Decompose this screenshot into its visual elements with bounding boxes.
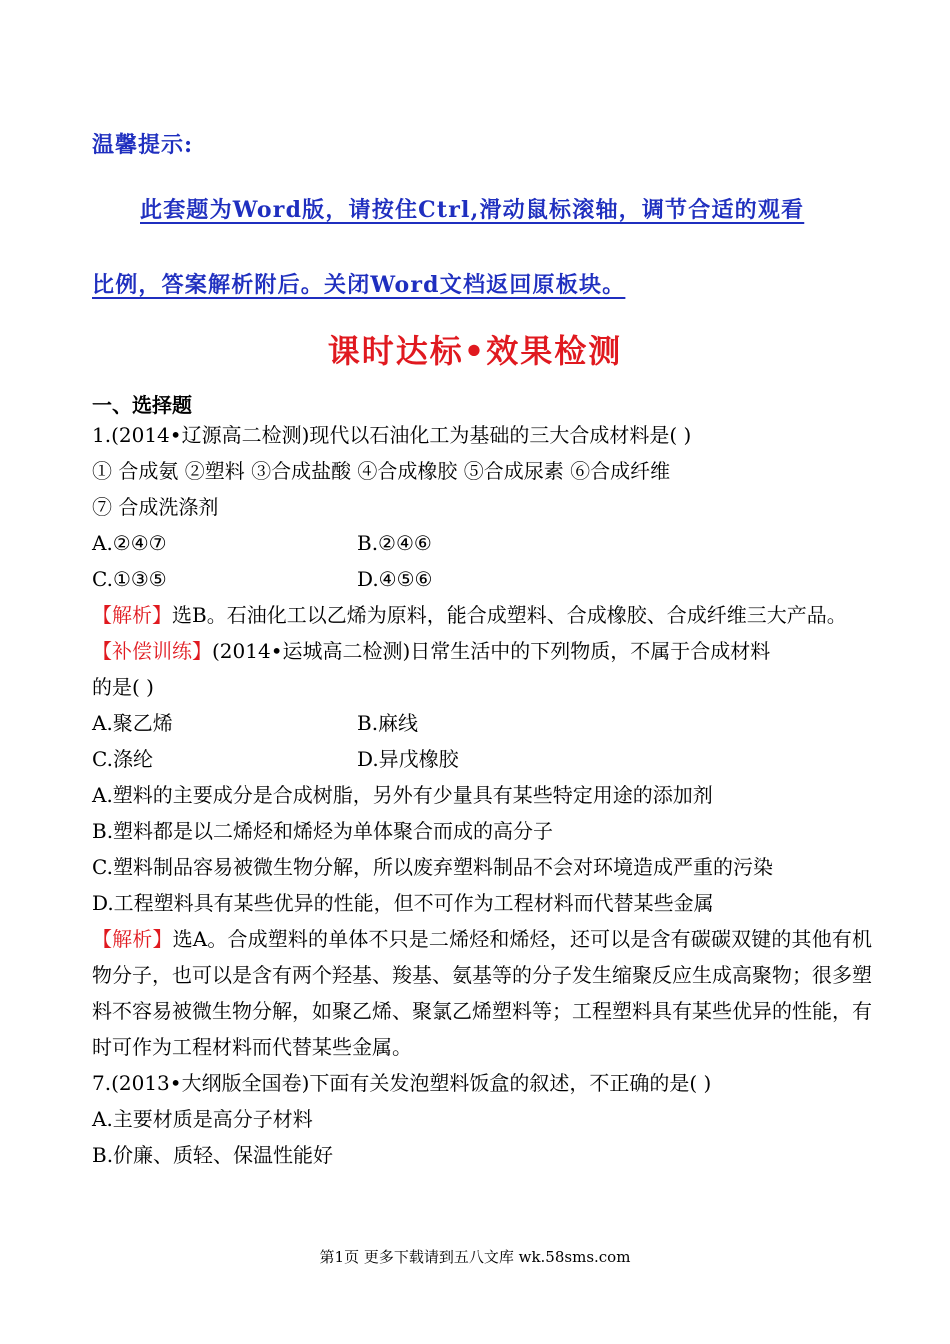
section-title: 一、选择题 [92, 393, 192, 417]
supp-option-d: D.异戊橡胶 [357, 747, 459, 771]
analysis-2-text: 选A。合成塑料的单体不只是二烯烃和烯烃，还可以是含有碳碳双键的其他有机物分子，也可以是含有两个羟基、羧基、氨基等的分子发生缩聚反应生成高聚物；很多塑料不容易被微生物分解，如聚乙烯、聚氯乙烯塑料等；工程塑料具有某些优异的性能，有时可作为工程材料而代替某些金属。 [92, 927, 872, 1059]
question-body [92, 417, 872, 1173]
tip-line-2[interactable]: 比例，答案解析附后。关闭Word文档返回原板块。 [92, 272, 626, 298]
q1-analysis-text: 选B。石油化工以乙烯为原料，能合成塑料、合成橡胶、合成纤维三大产品。 [172, 603, 847, 627]
supp-options-cd [92, 741, 872, 777]
q1-analysis-tag: 【解析】 [92, 603, 172, 627]
supp-option-a: A.聚乙烯 [92, 711, 173, 735]
statement-b: B.塑料都是以二烯烃和烯烃为单体聚合而成的高分子 [92, 819, 554, 843]
analysis-2-tag: 【解析】 [92, 927, 173, 951]
q1-options-ab [92, 525, 872, 561]
q7-option-b: B.价廉、质轻、保温性能好 [92, 1143, 334, 1167]
supp-tag: 【补偿训练】 [92, 639, 212, 663]
statement-a: A.塑料的主要成分是合成树脂，另外有少量具有某些特定用途的添加剂 [92, 783, 713, 807]
statement-d: D.工程塑料具有某些优异的性能，但不可作为工程材料而代替某些金属 [92, 891, 714, 915]
q7-stem: 7.(2013•大纲版全国卷)下面有关发泡塑料饭盒的叙述，不正确的是( ) [92, 1071, 712, 1095]
supp-stem-2: 的是( ) [92, 675, 154, 699]
supp-stem [92, 633, 872, 669]
q1-stem: 1.(2014•辽源高二检测)现代以石油化工为基础的三大合成材料是( ) [92, 423, 692, 447]
page-heading: 课时达标•效果检测 [327, 332, 623, 370]
q1-items: ① 合成氨 ②塑料 ③合成盐酸 ④合成橡胶 ⑤合成尿素 ⑥合成纤维 [92, 459, 671, 483]
supp-stem-text: (2014•运城高二检测)日常生活中的下列物质，不属于合成材料 [212, 639, 771, 663]
q1-items-2: ⑦ 合成洗涤剂 [92, 495, 219, 519]
supp-options-ab [92, 705, 872, 741]
q1-option-c: C.①③⑤ [92, 567, 167, 591]
tip-title: 温馨提示: [92, 132, 194, 158]
supp-option-c: C.涤纶 [92, 747, 153, 771]
analysis-2 [92, 921, 872, 1065]
q1-options-cd [92, 561, 872, 597]
q1-analysis [92, 597, 872, 633]
statement-c: C.塑料制品容易被微生物分解，所以废弃塑料制品不会对环境造成严重的污染 [92, 855, 773, 879]
q7-option-a: A.主要材质是高分子材料 [92, 1107, 313, 1131]
tip-line-1[interactable]: 此套题为Word版，请按住Ctrl,滑动鼠标滚轴，调节合适的观看 [140, 197, 805, 223]
q1-option-a: A.②④⑦ [92, 531, 167, 555]
q1-option-d: D.④⑤⑥ [357, 567, 433, 591]
q1-option-b: B.②④⑥ [357, 531, 432, 555]
page-footer: 第1页 更多下载请到五八文库 wk.58sms.com [319, 1248, 631, 1266]
supp-option-b: B.麻线 [357, 711, 419, 735]
